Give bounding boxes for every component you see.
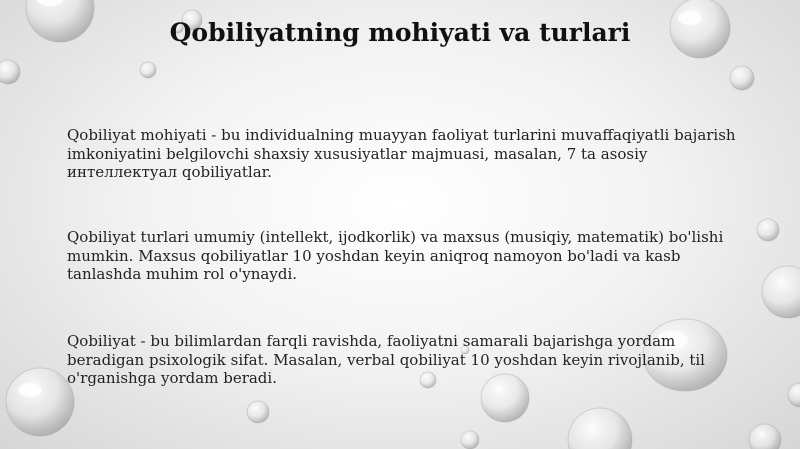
paragraph-types: Qobiliyat turlari umumiy (intellekt, ijodkorlik) va maxsus (musiqiy, matematik) bo'lishi mumkin. Maxsus qobiliyatlar 10 yoshdan keyin aniqroq namoyon bo'ladi va kasb tanlashda muhim rol o'ynaydi.: [67, 228, 724, 283]
slide-title: Qobiliyatning mohiyati va turlari: [169, 18, 631, 47]
water-drop: [730, 66, 754, 90]
water-drop: [140, 62, 156, 78]
paragraph-quality: Qobiliyat - bu bilimlardan farqli ravishda, faoliyatni samarali bajarishga yordam beradigan psixologik sifat. Masalan, verbal qobiliyat 10 yoshdan keyin rivojlanib, til o'rganishga yordam beradi.: [67, 332, 705, 387]
water-drop: [247, 401, 269, 423]
water-drop: [6, 368, 74, 436]
paragraph-essence: Qobiliyat mohiyati - bu individualning muayyan faoliyat turlarini muvaffaqiyatli bajarish imkoniyatini belgilovchi shaxsiy xususiyatlar majmuasi, masalan, 7 ta asosiy интеллектуал qobiliyatlar.: [67, 126, 736, 181]
water-drop: [762, 266, 800, 318]
water-drop: [788, 383, 800, 407]
water-drop: [757, 219, 779, 241]
water-drop: [0, 60, 20, 84]
water-drop: [461, 431, 479, 449]
water-drop: [568, 408, 632, 449]
water-drop: [749, 424, 781, 449]
